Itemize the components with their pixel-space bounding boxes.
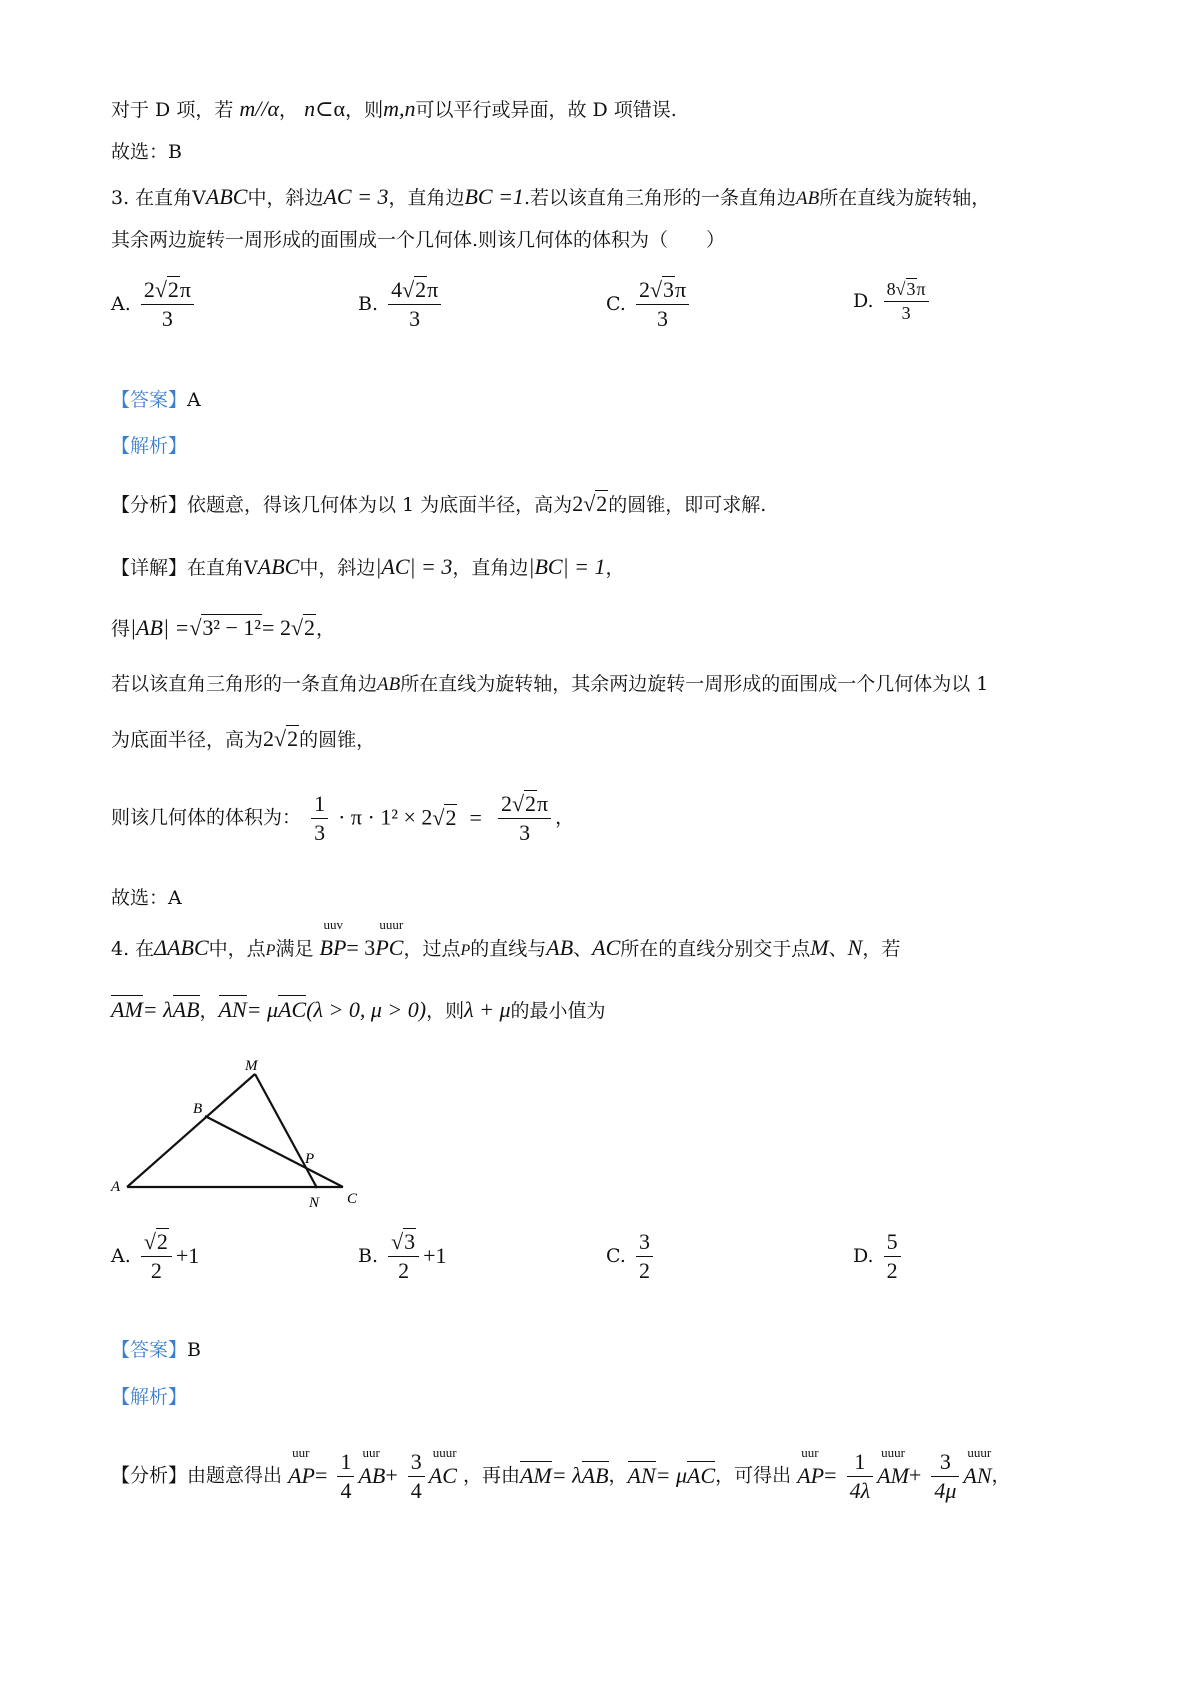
text: 中，斜边 [247, 187, 324, 209]
denominator: 2 [150, 1257, 162, 1283]
denominator: 4 [410, 1477, 422, 1503]
math-plus: + [385, 1462, 398, 1488]
text: 由题意得出 [187, 1464, 283, 1487]
denominator: 2 [886, 1257, 898, 1283]
q3-volume: 则该几何体的体积为： $\frac{1}{3}$ · π · 1² × 2√2 = $\frac{2√2\pi}{3}$ ， [111, 791, 575, 845]
text: 依题意，得该几何体为以 1 为底面半径，高为 [187, 494, 573, 516]
vector-am: AM [877, 1462, 909, 1488]
math-eq: = [824, 1462, 837, 1488]
radicand: 3 [404, 1229, 416, 1254]
option-label: A. [111, 1245, 131, 1267]
math-eq: = 2 [262, 615, 291, 640]
math-abc: ABC [257, 554, 300, 579]
vector-mark: uuur [432, 1444, 457, 1460]
math-ac: AC = 3 [323, 184, 389, 209]
numerator: 3 [408, 1448, 425, 1477]
numerator: 5 [884, 1228, 901, 1257]
vector-ac: AC [278, 996, 306, 1025]
fraction [884, 1228, 901, 1284]
text: 的最小值为 [510, 1000, 606, 1022]
triangle-symbol: V [192, 187, 206, 209]
vector-ac: AC [687, 1462, 715, 1491]
plus-one: +1 [175, 1243, 200, 1268]
fraction: $\frac{√3}{2}$ [388, 1228, 419, 1284]
denominator: 4λ [849, 1477, 871, 1503]
vector-ab: AB [173, 996, 200, 1025]
q4-fenxi [111, 1444, 1120, 1504]
q3-choose: 故选：A [111, 887, 182, 909]
vector-am: AM [520, 1462, 552, 1491]
numerator: 1 [337, 1448, 354, 1477]
text: ，再由 [462, 1464, 520, 1487]
num: 2 [263, 726, 275, 751]
question-3-line-1 [111, 183, 1120, 212]
vector-ab: AB [358, 1462, 386, 1488]
coef: 4 [391, 277, 403, 302]
q3-answer [111, 388, 1120, 413]
text: ，直角边 [452, 557, 529, 579]
text: ，则 [426, 1000, 465, 1022]
vector-mark: uuur [967, 1444, 992, 1460]
label-n: N [309, 1195, 320, 1210]
answer-tag: 【答案】 [111, 1339, 188, 1361]
question-3-line-2: 其余两边旋转一周形成的面围成一个几何体.则该几何体的体积为（ ） [111, 229, 726, 251]
denominator: 3 [314, 819, 326, 845]
q3-option-b[interactable] [358, 276, 445, 332]
vector-bp: BP [319, 935, 347, 960]
choice-line: 故选：B [111, 141, 182, 163]
vector-mark: uuur [379, 917, 404, 932]
label-m: M [245, 1058, 258, 1074]
text: ， [316, 618, 336, 640]
text: ，过点 [403, 938, 461, 960]
radicand: 2 [445, 804, 457, 830]
math-eq: = μ [655, 1462, 688, 1488]
math-bc: BC =1 [464, 184, 524, 209]
denominator: 4 [340, 1477, 352, 1503]
vector-mark: uur [801, 1444, 819, 1460]
vector-mark: uur [362, 1444, 380, 1460]
math-expr: · π · 1² × 2 [338, 804, 433, 830]
math-p: P [460, 942, 471, 959]
q3-xiangjie [111, 553, 1120, 582]
math-ac: AC [592, 935, 621, 960]
text: .若以该直角三角形的一条直角边 [523, 187, 796, 209]
math-m: M [810, 935, 829, 960]
pi: π [537, 791, 549, 816]
q4-analysis-tag: 【解析】 [111, 1386, 188, 1408]
text: 对于 D 项，若 [111, 99, 234, 121]
answer-value: A [187, 389, 201, 411]
fenxi-tag: 【分析】 [111, 494, 188, 516]
fenxi-tag: 【分析】 [111, 1464, 188, 1487]
coef: 8 [886, 279, 896, 299]
option-label: B. [358, 293, 379, 315]
option-label: B. [358, 1245, 379, 1267]
label-p: P [305, 1151, 315, 1167]
fraction [408, 1448, 425, 1504]
math-eq: = μ [246, 997, 279, 1022]
pi: π [179, 277, 191, 302]
text: 的圆锥， [299, 729, 376, 751]
label-a: A [111, 1179, 121, 1195]
math-plus: + [908, 1462, 922, 1488]
math-bc: |BC| = 1 [528, 554, 606, 579]
text: 满足 [275, 938, 314, 960]
text: 、 [828, 938, 848, 960]
denominator: 2 [398, 1257, 410, 1283]
radicand: 2 [156, 1229, 168, 1254]
numerator: 1 [847, 1448, 874, 1477]
q3-fenxi: 【分析】依题意，得该几何体为以 1 为底面半径，高为2√2的圆锥，即可求解. [111, 491, 767, 516]
denominator: 3 [519, 819, 531, 845]
math-mn: m,n [383, 96, 416, 121]
q3-ab-length: 得|AB| =√3² − 1²= 2√2， [111, 615, 336, 640]
fraction: $\frac{2√2\pi}{3}$ [141, 276, 194, 332]
xiangjie-tag: 【详解】 [111, 557, 188, 579]
label-b: B [193, 1101, 203, 1117]
q3-option-a[interactable] [111, 276, 198, 332]
q4-option-b[interactable] [358, 1228, 447, 1284]
math-p: P [265, 942, 276, 959]
numerator: 1 [311, 790, 328, 819]
vector-an: AN [219, 996, 247, 1025]
fraction: $\frac{√2}{2}$ [141, 1228, 172, 1284]
option-label: C. [606, 1245, 626, 1267]
segment-mn [255, 1074, 317, 1188]
text: 则该几何体的体积为： [111, 806, 302, 829]
q3-para-2: 为底面半径，高为2√2的圆锥， [111, 726, 376, 751]
math-ab: |AB| = [130, 615, 190, 640]
vector-ac: AC [428, 1462, 457, 1488]
text: ， [605, 557, 625, 579]
math-parallel: //α [255, 96, 280, 121]
text-line-option-d [111, 95, 1120, 124]
math-ab: AB [546, 935, 574, 960]
vector-mark: uuur [881, 1444, 905, 1460]
vector-pc: PC [375, 935, 404, 960]
text: 的圆锥，即可求解. [608, 494, 767, 516]
radicand: 2 [596, 491, 608, 516]
text: ，若 [862, 938, 901, 960]
vector-mark: uuv [323, 917, 343, 932]
pi: π [675, 277, 687, 302]
answer-value: B [187, 1339, 201, 1361]
radicand: 3² − 1² [202, 615, 262, 640]
text: ， [199, 1000, 219, 1022]
math-m: m [239, 96, 256, 121]
radicand: 3 [906, 279, 916, 299]
math-ab: AB [795, 188, 820, 209]
q4-answer [111, 1338, 1120, 1363]
fraction [636, 1228, 653, 1284]
fraction [931, 1448, 959, 1504]
vector-ab: AB [582, 1462, 609, 1491]
radicand: 2 [415, 277, 427, 302]
radicand: 2 [525, 791, 537, 816]
plus-one: +1 [423, 1243, 447, 1268]
vector-an: AN [628, 1462, 656, 1491]
denominator: 3 [161, 305, 173, 331]
denominator: 3 [409, 305, 421, 331]
text: ， [608, 1464, 628, 1487]
math-subset: ⊂α [315, 96, 346, 121]
text: 所在直线为旋转轴，其余两边旋转一周形成的面围成一个几何体为以 1 [400, 673, 989, 695]
triangle-figure [105, 1050, 405, 1210]
option-label: A. [111, 293, 131, 315]
math-n: N [847, 935, 863, 960]
num: 2 [572, 491, 584, 516]
math-eq: = λ [551, 1462, 582, 1488]
q3-option-c[interactable] [606, 276, 693, 332]
text: 中，斜边 [299, 557, 376, 579]
fraction [337, 1448, 354, 1504]
segment-am [127, 1074, 255, 1187]
text: 在直角 [187, 557, 245, 579]
numerator: 3 [931, 1448, 959, 1477]
q3-para-1 [111, 672, 1120, 698]
vector-am: AM [111, 996, 143, 1025]
math-sum: λ + μ [464, 997, 511, 1022]
math-eq: = [314, 1462, 328, 1488]
pi: π [916, 279, 926, 299]
q3-option-d[interactable] [853, 278, 933, 324]
fraction: $\frac{4√2\pi}{3}$ [388, 276, 441, 332]
label-c: C [347, 1191, 358, 1207]
denominator: 4μ [934, 1477, 957, 1503]
text: 为底面半径，高为 [111, 729, 264, 751]
fraction: $\frac{2√2\pi}{3}$ [498, 790, 551, 846]
q4-option-c[interactable] [606, 1228, 657, 1284]
math-triangle: ΔABC [154, 935, 209, 960]
text: 4. 在 [111, 938, 155, 960]
triangle-symbol: V [244, 557, 258, 579]
denominator: 2 [638, 1257, 650, 1283]
text: 中，点 [208, 938, 266, 960]
question-4-line-1 [111, 917, 1120, 963]
q3-analysis-tag: 【解析】 [111, 435, 188, 457]
coef: 2 [143, 277, 155, 302]
radicand: 2 [167, 277, 179, 302]
coef: 2 [638, 277, 650, 302]
answer-tag: 【答案】 [111, 389, 188, 411]
math-eq: = 3 [346, 935, 376, 960]
q4-option-d[interactable] [853, 1228, 905, 1284]
question-4-line-2 [111, 996, 1120, 1025]
text: 所在直线为旋转轴， [819, 187, 991, 209]
q4-option-a[interactable] [111, 1228, 199, 1284]
text: 、 [573, 938, 593, 960]
radicand: 2 [287, 726, 299, 751]
numerator: 3 [636, 1228, 653, 1257]
vector-mark: uur [292, 1444, 310, 1460]
math-n: n [304, 96, 316, 121]
vector-ap: AP [797, 1462, 825, 1488]
pi: π [427, 277, 439, 302]
vector-an: AN [963, 1462, 992, 1488]
math-eq: = λ [142, 997, 173, 1022]
text: 3. 在直角 [111, 187, 193, 209]
vector-ap: AP [288, 1462, 315, 1488]
math-ab: AB [377, 674, 401, 695]
math-abc: ABC [205, 184, 248, 209]
text: ，直角边 [388, 187, 465, 209]
text: ， [991, 1464, 1011, 1487]
text: 若以该直角三角形的一条直角边 [111, 673, 378, 695]
radicand: 3 [663, 277, 675, 302]
option-label: D. [853, 1245, 874, 1267]
fraction: $\frac{8√3\pi}{3}$ [884, 278, 929, 324]
radicand: 2 [304, 615, 316, 640]
math-condition: (λ > 0, μ > 0) [306, 997, 427, 1022]
text: 所在的直线分别交于点 [620, 938, 811, 960]
coef: 2 [500, 791, 512, 816]
denominator: 3 [657, 305, 669, 331]
text: ，则 [345, 99, 384, 121]
text: ， [555, 806, 575, 829]
math-ac: |AC| = 3 [375, 554, 453, 579]
text: ，可得出 [715, 1464, 792, 1487]
fraction [847, 1448, 874, 1504]
math-eq: = [469, 804, 482, 830]
fraction [311, 790, 328, 846]
text: 的直线与 [470, 938, 547, 960]
fraction: $\frac{2√3\pi}{3}$ [636, 276, 689, 332]
denominator: 3 [901, 302, 911, 323]
text: 得 [111, 618, 131, 640]
segment-bc [205, 1116, 343, 1187]
text: 可以平行或异面，故 D 项错误. [415, 99, 677, 121]
option-label: C. [606, 293, 626, 315]
option-label: D. [853, 290, 874, 312]
text: ， [279, 99, 299, 121]
